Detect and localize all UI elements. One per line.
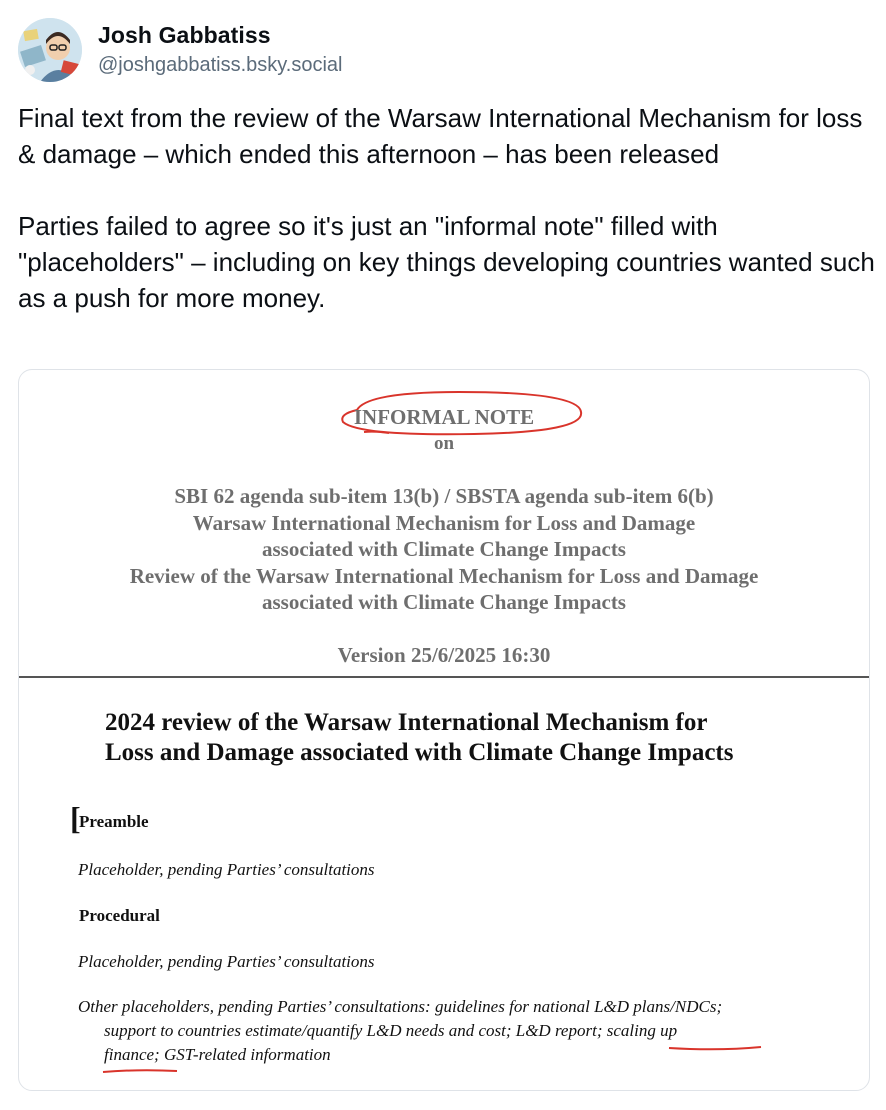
author-handle[interactable]: @joshgabbatiss.bsky.social [98,54,343,76]
procedural-placeholder: Placeholder, pending Parties’ consultations [78,952,375,971]
author-name[interactable]: Josh Gabbatiss [98,22,271,48]
document-title-line: Loss and Damage associated with Climate Change Impacts [105,739,734,766]
other-placeholders-lead: Other placeholders, pending Parties’ consultations: [78,997,431,1016]
hand-drawn-underline-annotation [19,678,869,1090]
open-bracket: [ [70,800,81,836]
version-line: Version 25/6/2025 16:30 [337,643,551,667]
underlined-scaling-up: scaling up [606,1021,678,1040]
other-placeholders-text: GST-related information [163,1045,331,1064]
post-text [18,100,878,316]
document-header [19,370,869,676]
author-avatar[interactable] [18,18,82,82]
procedural-label: Procedural [79,906,160,925]
other-placeholders-text: guidelines for national L&D plans/NDCs; [434,997,723,1016]
post-paragraph: Parties failed to agree so it's just an "informal note" filled with "placeholders" – including on key things developing countries wanted such as a push for more money. [18,211,875,313]
preamble-placeholder: Placeholder, pending Parties’ consultations [78,860,375,879]
document-body [19,678,869,1090]
underlined-finance: finance; [104,1045,160,1064]
agenda-line: Warsaw International Mechanism for Loss and Damage [192,510,696,535]
informal-note-heading: INFORMAL NOTE [353,405,535,429]
attached-document-image[interactable] [18,369,870,1091]
document-title-line: 2024 review of the Warsaw International Mechanism for [105,709,708,736]
other-placeholders-text: support to countries estimate/quantify L&D needs and cost; L&D report; [104,1021,603,1040]
agenda-line: associated with Climate Change Impacts [262,590,626,614]
preamble-label: Preamble [79,812,149,831]
avatar-illustration-icon [18,18,82,82]
informal-note-on: on [433,433,455,454]
agenda-line: SBI 62 agenda sub-item 13(b) / SBSTA agenda sub-item 6(b) [174,484,714,508]
agenda-line: Review of the Warsaw International Mechanism for Loss and Damage [129,563,759,588]
post-paragraph: Final text from the review of the Warsaw International Mechanism for loss & damage – which ended this afternoon – has been released [18,103,863,169]
agenda-lines [19,483,869,616]
agenda-line: associated with Climate Change Impacts [262,537,626,561]
